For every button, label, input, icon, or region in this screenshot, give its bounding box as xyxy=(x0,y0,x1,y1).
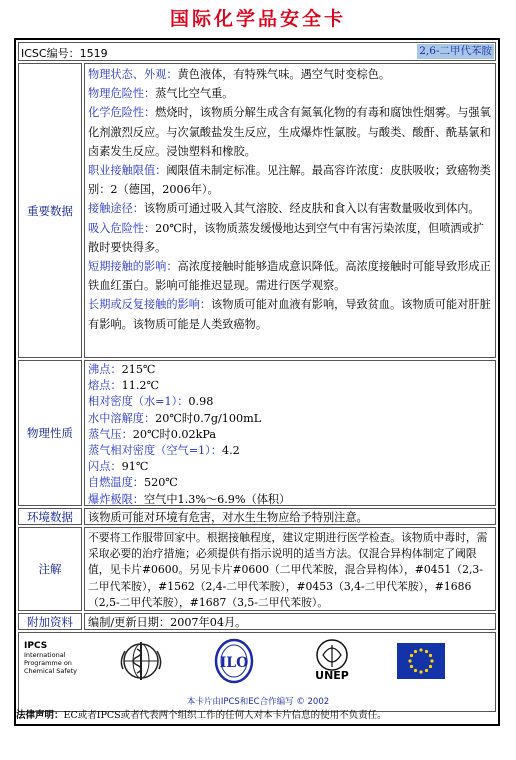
item-key: 吸入危险性： xyxy=(88,221,156,235)
additional-section xyxy=(18,613,496,630)
icsc-number: ICSC编号：1519 xyxy=(21,47,108,60)
property-line xyxy=(88,427,492,443)
important-item xyxy=(88,161,492,199)
physical-properties-body xyxy=(84,360,496,506)
logo-strip xyxy=(18,632,496,712)
important-item xyxy=(88,84,492,103)
additional-text: 编制/更新日期：2007年04月。 xyxy=(84,613,496,630)
important-data-body xyxy=(84,63,496,358)
section-label: 附加资料 xyxy=(18,613,82,630)
property-value: 91℃ xyxy=(121,460,149,474)
important-item xyxy=(88,219,492,257)
important-item xyxy=(88,65,492,84)
who-emblem-icon xyxy=(117,639,165,683)
property-value: 11.2℃ xyxy=(121,379,160,393)
item-value: 高浓度接触时能够造成意识降低。高浓度接触时可能导致形成正铁血红蛋白。影响可能推迟显现。需进行医学观察。 xyxy=(88,260,491,293)
property-line xyxy=(88,394,492,410)
property-key: 自燃温度： xyxy=(88,476,144,490)
ipcs-logo xyxy=(24,641,77,675)
property-line xyxy=(88,459,492,475)
property-key: 闪点： xyxy=(88,460,122,474)
property-line xyxy=(88,475,492,491)
safety-card xyxy=(14,38,500,726)
item-key: 物理危险性： xyxy=(88,87,156,101)
important-item xyxy=(88,103,492,161)
legal-notice xyxy=(14,708,500,724)
property-key: 水中溶解度： xyxy=(88,411,156,425)
physical-properties-section xyxy=(18,360,496,506)
property-line xyxy=(88,378,492,394)
card-title: 国际化学品安全卡 xyxy=(169,8,346,30)
svg-text:ILO: ILO xyxy=(219,655,249,671)
item-value: 该物质可通过吸入其气溶胶、经皮肤和食入以有害数量吸收到体内。 xyxy=(143,202,480,216)
notes-section xyxy=(18,527,496,611)
item-key: 物理状态、外观： xyxy=(88,68,178,81)
section-label: 物理性质 xyxy=(18,360,82,506)
item-value: 黄色液体，有特殊气味。遇空气时变棕色。 xyxy=(177,68,391,81)
item-key: 长期或反复接触的影响： xyxy=(88,298,212,312)
important-item xyxy=(88,257,492,295)
property-key: 爆炸极限： xyxy=(88,492,144,506)
important-data-section xyxy=(18,63,496,358)
ipcs-line: International xyxy=(24,651,66,659)
property-line xyxy=(88,411,492,427)
item-value: 燃烧时，该物质分解生成含有氮氧化物的有毒和腐蚀性烟雾。与强氧化剂激烈反应。与次氯酸盐发生反应，生成爆炸性氯胺。与酸类、酸酐、酰基氯和卤素发生反应。浸蚀塑料和橡胶。 xyxy=(88,106,491,158)
ipcs-abbr: IPCS xyxy=(24,641,48,651)
notes-text: 不要将工作服带回家中。根据接触程度，建议定期进行医学检查。该物质中毒时，需采取必要的治疗措施；必须提供有指示说明的适当方法。仅混合异构体制定了阈限值，见卡片#0600。另见卡片#0600（二甲代苯胺，混合异构体），#0451（2,3-二甲代苯胺），#1562（2,4-二甲代苯胺），#0453（3,4-二甲代苯胺），#1686（2,5-二甲代苯胺），#1687（3,5-二甲代苯胺）。 xyxy=(84,527,496,611)
item-key: 短期接触的影响： xyxy=(88,260,178,274)
section-label: 重要数据 xyxy=(18,63,82,358)
ipcs-line: Chemical Safety xyxy=(24,667,78,675)
credit-line: 本卡片由IPCS和EC合作编写 © 2002 xyxy=(186,697,330,707)
item-value: 蒸气比空气重。 xyxy=(155,87,234,101)
property-key: 蒸气压： xyxy=(88,427,133,441)
property-value: 20℃时0.7g/100mL xyxy=(155,411,262,425)
item-value: 阈限值未制定标准。见注解。最高容许浓度：皮肤吸收；致癌物类别：2（德国，2006年）。 xyxy=(88,164,491,197)
property-line xyxy=(88,492,492,507)
property-key: 熔点： xyxy=(88,379,122,393)
property-key: 相对密度（水=1）： xyxy=(88,395,189,409)
id-row xyxy=(18,42,496,61)
property-value: 215℃ xyxy=(121,363,156,376)
eu-flag-icon xyxy=(397,643,445,679)
unep-label: UNEP xyxy=(315,669,349,682)
property-key: 沸点： xyxy=(88,363,122,376)
property-value: 空气中1.3%～6.9%（体积） xyxy=(143,492,291,506)
section-label: 注解 xyxy=(18,527,82,611)
property-value: 0.98 xyxy=(188,395,214,409)
item-key: 化学危险性： xyxy=(88,106,156,120)
property-key: 蒸气相对密度（空气=1）： xyxy=(88,443,222,457)
item-key: 接触途径： xyxy=(88,202,144,216)
item-key: 职业接触限值： xyxy=(88,164,167,178)
section-label: 环境数据 xyxy=(18,508,82,525)
property-value: 520℃ xyxy=(143,476,178,490)
property-line xyxy=(88,443,492,459)
property-value: 4.2 xyxy=(221,443,240,457)
item-value: 20℃时，该物质蒸发缓慢地达到空气中有害污染浓度，但喷洒或扩散时要快得多。 xyxy=(88,221,484,254)
property-line xyxy=(88,362,492,378)
ilo-emblem-icon xyxy=(211,637,257,685)
environment-section xyxy=(18,508,496,525)
ipcs-line: Programme on xyxy=(24,659,72,667)
important-item xyxy=(88,199,492,218)
chemical-name[interactable]: 2,6-二甲代苯胺 xyxy=(419,45,492,57)
environment-text: 该物质可能对环境有危害，对水生生物应给予特别注意。 xyxy=(84,508,496,525)
important-item xyxy=(88,295,492,333)
property-value: 20℃时0.02kPa xyxy=(132,427,217,441)
legal-text: EC或者IPCS或者代表两个组织工作的任何人对本卡片信息的使用不负责任。 xyxy=(63,710,387,721)
item-value: 该物质可能对血液有影响，导致贫血。该物质可能对肝脏有影响。该物质可能是人类致癌物。 xyxy=(88,298,491,331)
legal-key: 法律声明： xyxy=(16,710,64,721)
